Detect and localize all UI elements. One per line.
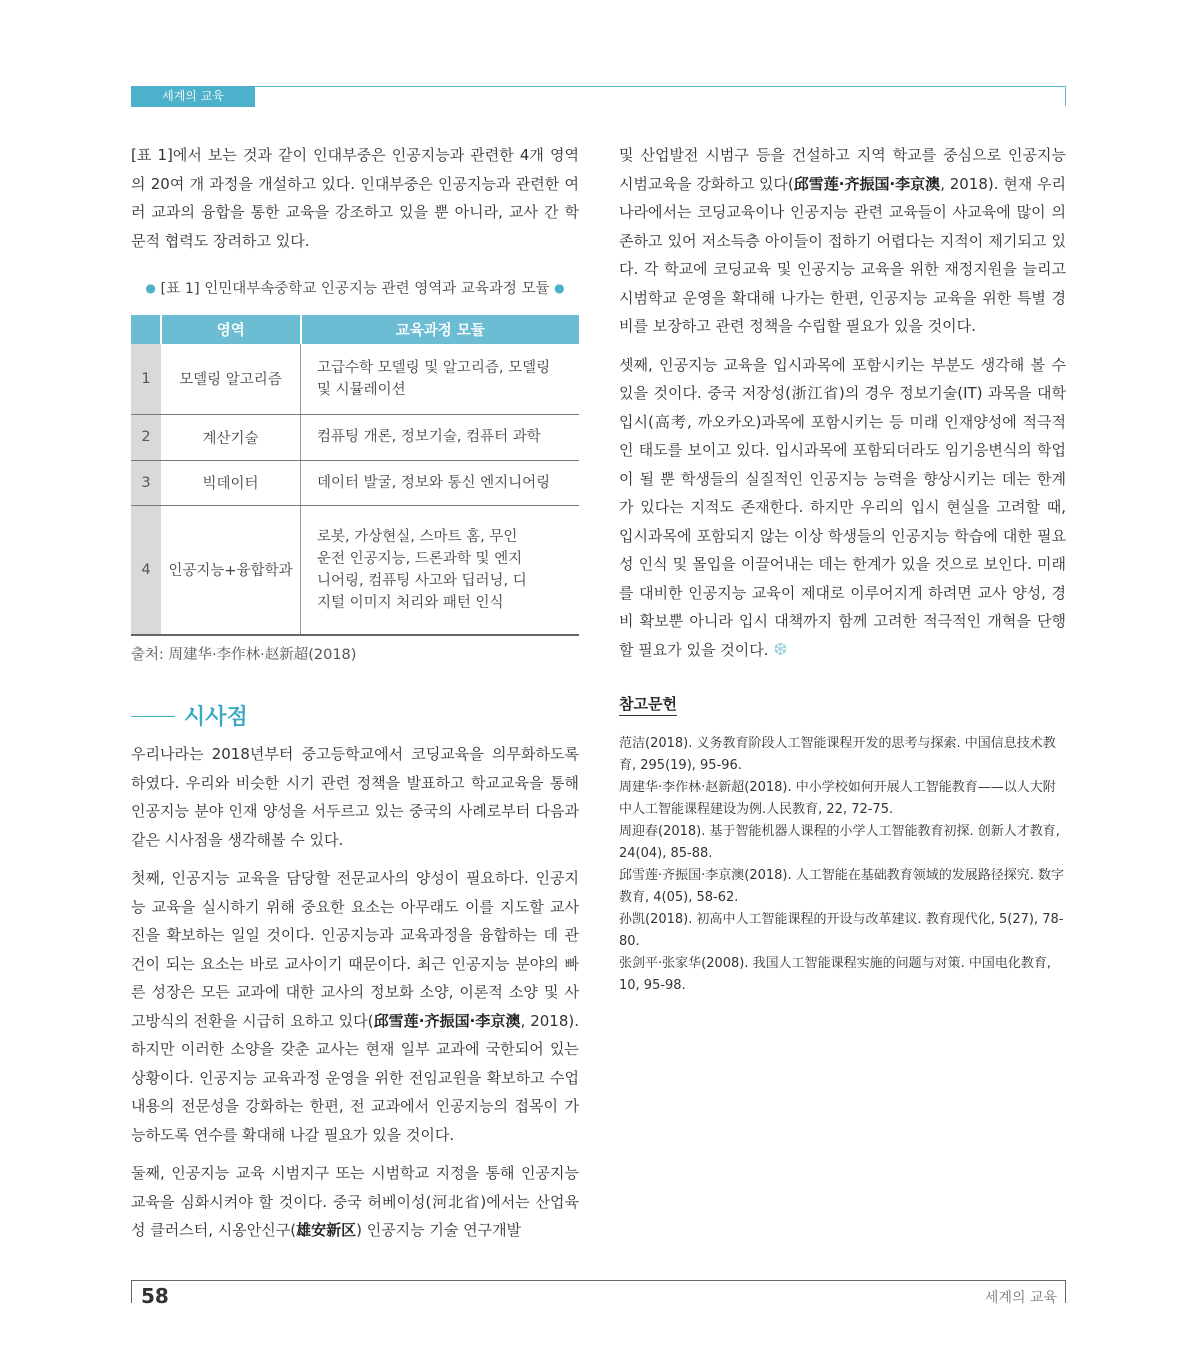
row-area: 인공지능+융합학과 <box>161 505 301 635</box>
table-header-row <box>131 315 579 344</box>
table-row <box>131 414 579 460</box>
row-num: 2 <box>131 414 161 460</box>
text-run: 및 산업발전 시범구 등을 건설하고 지역 학교를 중심으로 인공지능 시범교육을 강화하고 있다( <box>619 146 1066 193</box>
row-num: 4 <box>131 505 161 635</box>
table-row <box>131 460 579 505</box>
row-area: 계산기술 <box>161 414 301 460</box>
header-tick <box>1065 86 1066 106</box>
footer-tick-left <box>131 1280 132 1303</box>
row-course: 컴퓨팅 개론, 정보기술, 컴퓨터 과학 <box>301 414 580 460</box>
paragraph-implications: 우리나라는 2018년부터 중고등학교에서 코딩교육을 의무화하도록 하였다. 우리와 비슷한 시기 관련 정책을 발표하고 학교교육을 통해 인공지능 분야 인재 양성을 서두르고 있는 중국의 사례로부터 다음과 같은 시사점을 생각해볼 수 있다. <box>131 745 579 849</box>
footer-tick-right <box>1065 1280 1066 1303</box>
text-run: 첫째, 인공지능 교육을 담당할 전문교사의 양성이 필요하다. 인공지능 교육을 실시하기 위해 중요한 요소는 아무래도 이를 지도할 교사진을 확보하는 일일 것이다. 인공지능과 교육과정을 융합하는 데 관건이 되는 요소는 바로 교사이기 때문이다. 최근 인공지능 분야의 빠른 성장은 모든 교과에 대한 교사의 정보화 소양, 이론적 소양 및 사고방식의 전환을 시급히 요하고 있다( <box>131 869 579 1030</box>
right-body <box>619 141 1066 664</box>
reference-item: 张剑平·张家华(2008). 我国人工智能课程实施的问题与对策. 中国电化教育, 10, 95-98. <box>619 956 1052 993</box>
bullet-icon: ● <box>554 281 565 295</box>
text-run: , 2018). 하지만 이러한 소양을 갖춘 교사는 현재 일부 교과에 국한되어 있는 상황이다. 인공지능 교육과정 운영을 위한 전임교원을 확보하고 수업 내용의 전문성을 강화하는 한편, 전 교과에서 인공지능의 접목이 가능하도록 연수를 확대해 나갈 필요가 있을 것이다. <box>131 1011 579 1144</box>
table-row <box>131 505 579 635</box>
row-num: 3 <box>131 460 161 505</box>
row-area: 빅데이터 <box>161 460 301 505</box>
table-row <box>131 344 579 414</box>
row-course: 데이터 발굴, 정보와 통신 엔지니어링 <box>301 460 580 505</box>
reference-item: 孙凯(2018). 初高中人工智能课程的开设与改革建议. 教育现代化, 5(27), 78-80. <box>619 912 1064 949</box>
header-course: 교육과정 모듈 <box>301 315 580 344</box>
footer-title: 세계의 교육 <box>984 1290 1057 1306</box>
text-run: 둘째, 인공지능 교육 시범지구 또는 시범학교 지정을 통해 인공지능 교육을 심화시켜야 할 것이다. 중국 허베이성(河北省)에서는 산업육성 클러스터, 시옹안신구( <box>131 1164 579 1239</box>
row-num: 1 <box>131 344 161 414</box>
paragraph-second <box>131 1159 579 1245</box>
references-title: 참고문헌 <box>619 693 677 716</box>
text-run: , 2018). 현재 우리나라에서는 코딩교육이나 인공지능 관련 교육들이 사교육에 많이 의존하고 있어 저소득층 아이들이 접하기 어렵다는 지적이 제기되고 있다. 각 학교에 코딩교육 및 인공지능 교육을 위한 재정지원을 늘리고 시범학교 운영을 확대해 나가는 한편, 인공지능 교육을 위한 특별 경비를 보장하고 관련 정책을 수립할 필요가 있을 것이다. <box>619 174 1067 335</box>
left-body <box>131 740 579 1245</box>
header-rule <box>131 86 1066 87</box>
citation: 雄安新区 <box>296 1221 357 1239</box>
paragraph-third <box>619 351 1066 665</box>
paragraph-first <box>131 864 579 1149</box>
row-course: 고급수학 모델링 및 알고리즘, 모델링 및 시뮬레이션 <box>301 344 580 414</box>
text-run: 셋째, 인공지능 교육을 입시과목에 포함시키는 부분도 생각해 볼 수 있을 것이다. 중국 저장성(浙江省)의 경우 정보기술(IT) 과목을 대학입시(高考, 까오카오)과목에 포함시키는 등 미래 인재양성에 적극적인 태도를 보이고 있다. 입시과목에 포함되더라도 임기응변식의 학업이 될 뿐 학생들의 실질적인 인공지능 능력을 향상시키는 데는 한계가 있다는 지적도 존재한다. 하지만 우리의 입시 현실을 고려할 때, 입시과목에 포함되지 않는 이상 학생들의 인공지능 학습에 대한 필요성 인식 및 몰입을 이끌어내는 데는 한계가 있을 것으로 보인다. 미래를 대비한 인공지능 교육이 제대로 이루어지게 하려면 교사 양성, 경비 확보뿐 아니라 입시 대책까지 함께 고려한 적극적인 개혁을 단행할 필요가 있을 것이다. <box>619 355 1066 659</box>
reference-item: 周迎春(2018). 基于智能机器人课程的小学人工智能教育初探. 创新人才教育, 24(04), 85-88. <box>619 824 1060 861</box>
section-tab: 세계의 교육 <box>131 86 255 107</box>
references-list <box>619 733 1066 997</box>
intro-paragraph: [표 1]에서 보는 것과 같이 인대부중은 인공지능과 관련한 4개 영역의 20여 개 과정을 개설하고 있다. 인대부중은 인공지능과 관련한 여러 교과의 융합을 통한 교육을 강조하고 있을 뿐 아니라, 교사 간 학문적 협력도 장려하고 있다. <box>131 146 579 250</box>
left-intro <box>131 141 579 255</box>
row-area: 모델링 알고리즘 <box>161 344 301 414</box>
snowflake-icon: ❆ <box>773 639 788 660</box>
row-course: 로봇, 가상현실, 스마트 홈, 무인 운전 인공지능, 드론과학 및 엔지니어링, 컴퓨팅 사고와 딥러닝, 디지털 이미지 처리와 패턴 인식 <box>301 505 580 635</box>
reference-item: 周建华·李作林·赵新超(2018). 中小学校如何开展人工智能教育——以人大附中人工智能课程建设为例.人民教育, 22, 72-75. <box>619 780 1056 817</box>
reference-item: 邱雪莲·齐振国·李京澳(2018). 人工智能在基础教育领域的发展路径探究. 数字教育, 4(05), 58-62. <box>619 868 1065 905</box>
paragraph-second-cont <box>619 141 1066 341</box>
table-caption <box>131 277 579 298</box>
footer-rule <box>131 1280 1066 1281</box>
section-rule <box>131 716 175 717</box>
citation: 邱雪莲·齐振国·李京澳 <box>793 174 941 193</box>
table-source: 출처: 周建华·李作林·赵新超(2018) <box>131 647 357 663</box>
module-table <box>131 315 579 636</box>
header-area: 영역 <box>161 315 301 344</box>
citation: 邱雪莲·齐振国·李京澳 <box>373 1011 521 1030</box>
page-number: 58 <box>141 1284 169 1308</box>
reference-item: 范洁(2018). 义务教育阶段人工智能课程开发的思考与探索. 中国信息技术教育, 295(19), 95-96. <box>619 736 1056 773</box>
bullet-icon: ● <box>145 281 156 295</box>
section-title: 시사점 <box>184 705 248 730</box>
table-caption-text: [표 1] 인민대부속중학교 인공지능 관련 영역과 교육과정 모듈 <box>160 281 550 297</box>
header-num-cell <box>131 315 161 344</box>
text-run: ) 인공지능 기술 연구개발 <box>356 1221 522 1239</box>
